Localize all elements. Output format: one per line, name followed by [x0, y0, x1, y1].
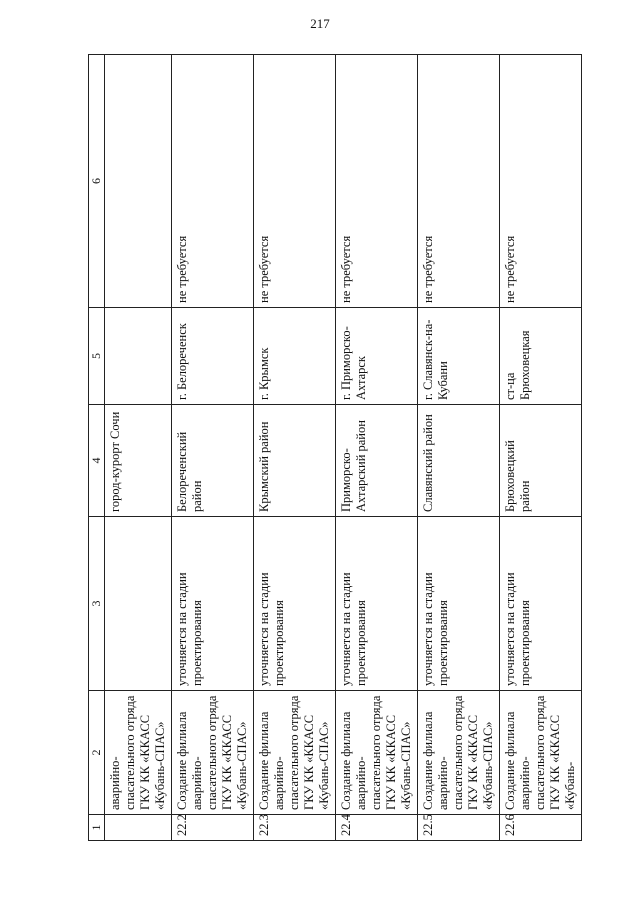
cell-cost: уточняется на стадии проектирования	[254, 517, 336, 691]
col-header-1: 1	[89, 815, 105, 841]
cell-cost: уточняется на стадии проектирования	[336, 517, 418, 691]
cell-cost: уточняется на стадии проектирования	[172, 517, 254, 691]
cell-locality: г. Славянск-на-Кубани	[418, 308, 500, 405]
cell-requirement: не требуется	[418, 55, 500, 308]
table-row	[105, 55, 172, 841]
col-header-5: 5	[89, 308, 105, 405]
cell-cost	[105, 517, 172, 691]
col-header-2: 2	[89, 691, 105, 815]
cell-cost: уточняется на стадии проектирования	[418, 517, 500, 691]
cell-name: Создание филиала аварийно-спасательного отряда ГКУ КК «ККАСС «Кубань-	[500, 691, 582, 815]
cell-requirement	[105, 55, 172, 308]
cell-locality: ст-ца Брюховецкая	[500, 308, 582, 405]
cell-locality: г. Крымск	[254, 308, 336, 405]
cell-requirement: не требуется	[336, 55, 418, 308]
cell-num	[105, 815, 172, 841]
cell-district: Крымский район	[254, 405, 336, 517]
table-row	[418, 55, 500, 841]
cell-locality: г. Белореченск	[172, 308, 254, 405]
objects-table	[88, 54, 582, 841]
cell-num: 22.3	[254, 815, 336, 841]
cell-district: Приморско-Ахтарский район	[336, 405, 418, 517]
cell-requirement: не требуется	[172, 55, 254, 308]
cell-district: Славянский район	[418, 405, 500, 517]
cell-name: Создание филиала аварийно-спасательного отряда ГКУ КК «ККАСС «Кубань-СПАС»	[418, 691, 500, 815]
cell-name: аварийно-спасательного отряда ГКУ КК «ККАСС «Кубань-СПАС»	[105, 691, 172, 815]
col-header-3: 3	[89, 517, 105, 691]
cell-name: Создание филиала аварийно-спасательного отряда ГКУ КК «ККАСС «Кубань-СПАС»	[254, 691, 336, 815]
cell-num: 22.4	[336, 815, 418, 841]
table-row	[254, 55, 336, 841]
col-header-4: 4	[89, 405, 105, 517]
header-row	[89, 55, 105, 841]
cell-num: 22.6	[500, 815, 582, 841]
table-row	[500, 55, 582, 841]
cell-num: 22.2	[172, 815, 254, 841]
cell-district: Белореченский район	[172, 405, 254, 517]
col-header-6: 6	[89, 55, 105, 308]
cell-num: 22.5	[418, 815, 500, 841]
page-number: 217	[310, 16, 330, 31]
cell-name: Создание филиала аварийно-спасательного отряда ГКУ КК «ККАСС «Кубань-СПАС»	[172, 691, 254, 815]
cell-locality: г. Приморско-Ахтарск	[336, 308, 418, 405]
cell-cost: уточняется на стадии проектирования	[500, 517, 582, 691]
table-row	[172, 55, 254, 841]
table-row	[336, 55, 418, 841]
rotated-table-wrapper	[88, 55, 577, 841]
cell-name: Создание филиала аварийно-спасательного отряда ГКУ КК «ККАСС «Кубань-СПАС»	[336, 691, 418, 815]
cell-locality	[105, 308, 172, 405]
cell-district: Брюховецкий район	[500, 405, 582, 517]
cell-requirement: не требуется	[500, 55, 582, 308]
cell-requirement: не требуется	[254, 55, 336, 308]
cell-district: город-курорт Сочи	[105, 405, 172, 517]
